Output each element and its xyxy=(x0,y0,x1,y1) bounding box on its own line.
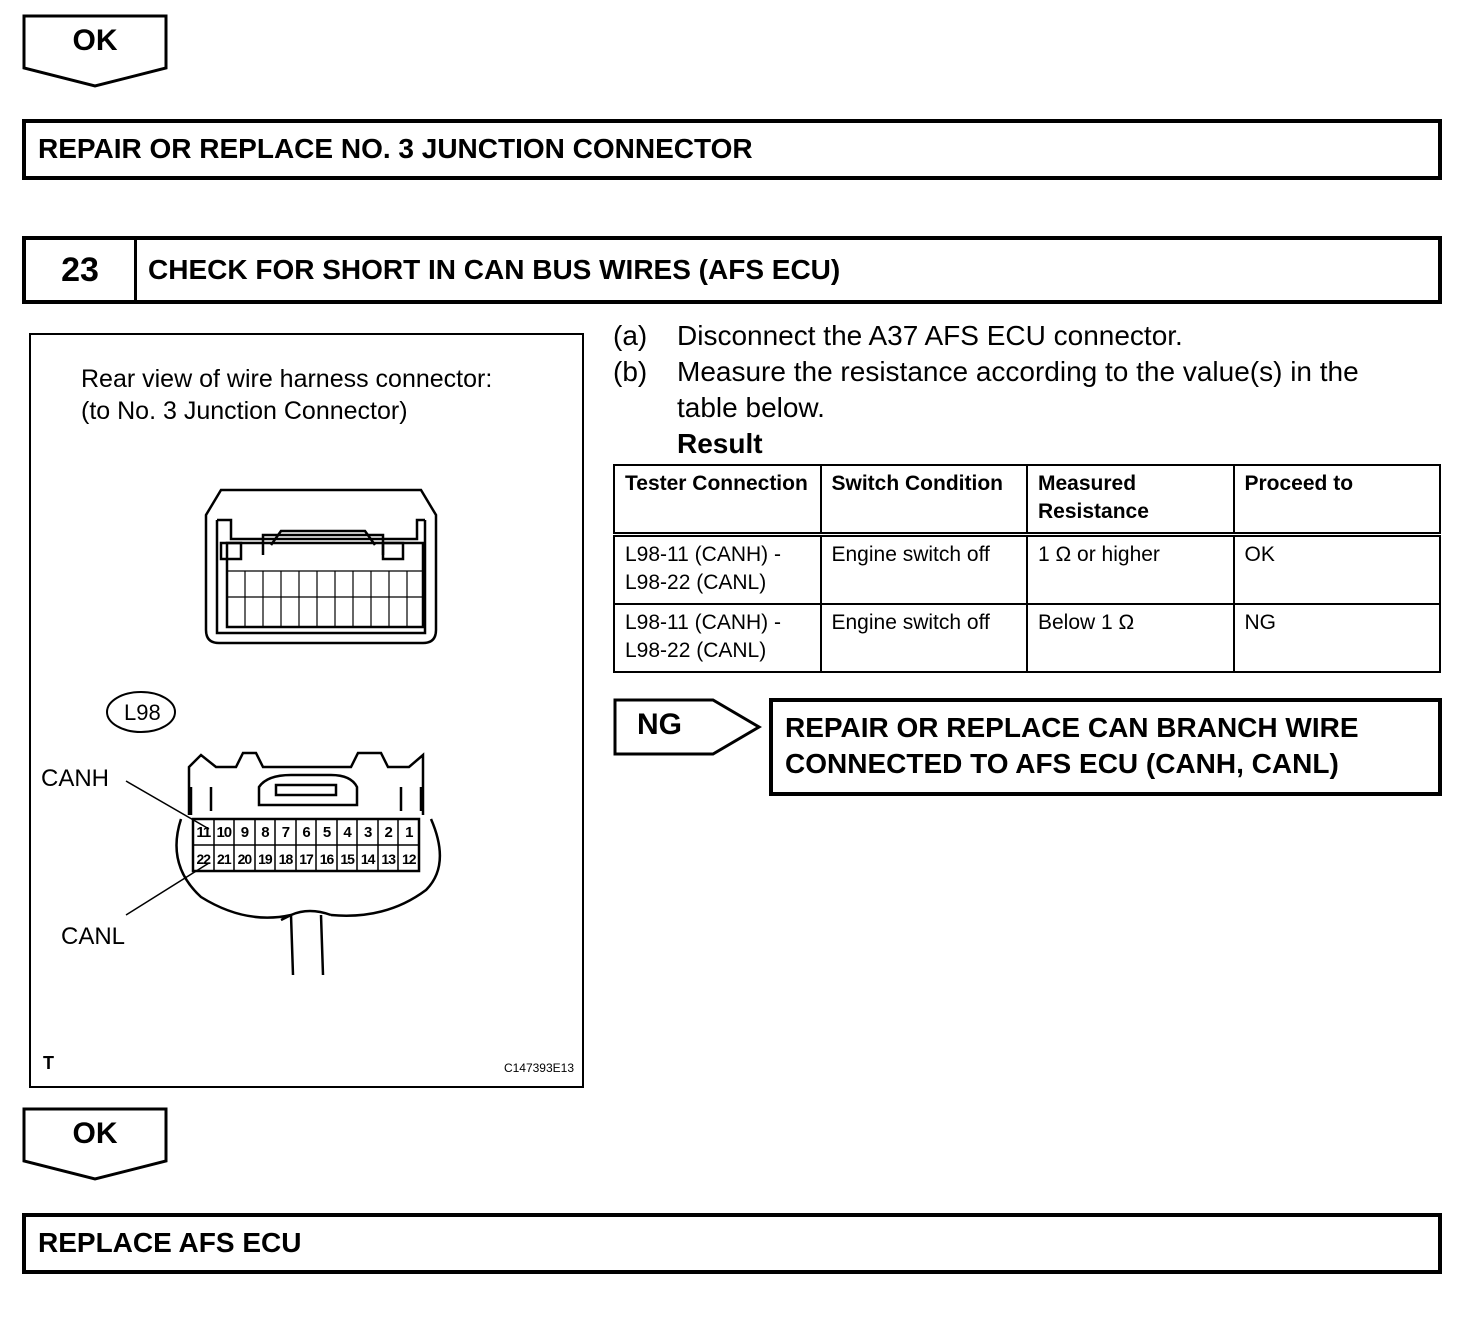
cell-proceed-to: OK xyxy=(1234,535,1441,605)
figure-code: C147393E13 xyxy=(503,1061,574,1075)
step-header xyxy=(22,236,1442,304)
action-text: REPLACE AFS ECU xyxy=(38,1227,302,1258)
pin-number: 9 xyxy=(240,824,249,841)
pin-number: 4 xyxy=(343,824,351,841)
action-box-replace-junction xyxy=(22,119,1442,180)
pin-number: 2 xyxy=(384,824,392,841)
ng-arrow xyxy=(613,698,763,756)
header-proceed-to: Proceed to xyxy=(1234,465,1441,535)
header-switch-condition: Switch Condition xyxy=(821,465,1028,535)
upper-connector-grid xyxy=(227,571,423,627)
cell-tester-connection: L98-11 (CANH) - L98-22 (CANL) xyxy=(614,604,821,672)
pin-number: 15 xyxy=(340,851,354,867)
pin-number: 16 xyxy=(319,851,334,867)
ok-arrow-bottom xyxy=(22,1107,168,1181)
pin-number: 12 xyxy=(401,851,416,867)
cell-measured-resistance: Below 1 Ω xyxy=(1027,604,1234,672)
cell-proceed-to: NG xyxy=(1234,604,1441,672)
result-table xyxy=(613,464,1441,673)
pin-number: 7 xyxy=(281,824,290,841)
pin-number: 17 xyxy=(299,851,313,867)
connector-figure xyxy=(29,333,584,1088)
figure-caption-line2: (to No. 3 Junction Connector) xyxy=(81,397,408,425)
pin-number: 10 xyxy=(216,824,232,841)
pin-number: 3 xyxy=(363,824,372,841)
pin-number: 11 xyxy=(196,824,211,841)
ng-action-line2: CONNECTED TO AFS ECU (CANH, CANL) xyxy=(785,748,1339,779)
action-text: REPAIR OR REPLACE NO. 3 JUNCTION CONNECTOR xyxy=(38,133,753,164)
pin-row-top xyxy=(193,821,419,845)
ok-arrow-top xyxy=(22,14,168,88)
ok-label: OK xyxy=(72,24,118,57)
canh-label: CANH xyxy=(41,765,110,792)
pin-number: 22 xyxy=(196,851,211,867)
pin-number: 8 xyxy=(261,824,269,841)
pin-number: 18 xyxy=(278,851,293,867)
instruction-a xyxy=(613,320,1443,354)
connector-drawing xyxy=(31,335,582,1086)
table-header-row xyxy=(614,465,1440,535)
instruction-b-letter: (b) xyxy=(613,356,648,387)
pin-number: 14 xyxy=(360,851,375,867)
corner-mark: T xyxy=(43,1053,54,1073)
pin-number: 20 xyxy=(237,851,252,867)
header-measured-resistance: Measured Resistance xyxy=(1027,465,1234,535)
ok-label: OK xyxy=(72,1117,118,1150)
table-row xyxy=(614,604,1440,672)
pin-number: 13 xyxy=(381,851,395,867)
pin-number: 19 xyxy=(258,851,272,867)
step-number: 23 xyxy=(26,240,137,300)
table-row xyxy=(614,535,1440,605)
figure-caption-line1: Rear view of wire harness connector: xyxy=(81,365,493,393)
pin-number: 21 xyxy=(217,851,231,867)
ng-label: NG xyxy=(637,708,682,741)
pin-row-bottom xyxy=(193,847,419,871)
cell-tester-connection: L98-11 (CANH) - L98-22 (CANL) xyxy=(614,535,821,605)
header-tester-connection: Tester Connection xyxy=(614,465,821,535)
ng-action-line1: REPAIR OR REPLACE CAN BRANCH WIRE xyxy=(785,712,1359,743)
instruction-a-letter: (a) xyxy=(613,320,648,351)
step-title: CHECK FOR SHORT IN CAN BUS WIRES (AFS ECU) xyxy=(148,254,841,285)
pin-number: 1 xyxy=(405,824,413,841)
right-arrow-shape xyxy=(613,698,763,756)
cell-switch-condition: Engine switch off xyxy=(821,604,1028,672)
cell-measured-resistance: 1 Ω or higher xyxy=(1027,535,1234,605)
pin-number: 5 xyxy=(322,824,331,841)
canl-label: CANL xyxy=(61,923,126,950)
upper-connector xyxy=(206,490,436,643)
connector-id: L98 xyxy=(124,700,161,725)
action-box-replace-afs-ecu xyxy=(22,1213,1442,1274)
instruction-b-text-line1: Measure the resistance according to the value(s) in the xyxy=(677,356,1359,387)
instruction-a-text: Disconnect the A37 AFS ECU connector. xyxy=(677,320,1183,351)
instruction-b xyxy=(613,356,1443,390)
action-box-repair-can-branch xyxy=(769,698,1442,796)
instruction-b-text-line2: table below. xyxy=(677,392,825,423)
cell-switch-condition: Engine switch off xyxy=(821,535,1028,605)
pin-number: 6 xyxy=(302,824,310,841)
result-heading: Result xyxy=(677,428,763,459)
